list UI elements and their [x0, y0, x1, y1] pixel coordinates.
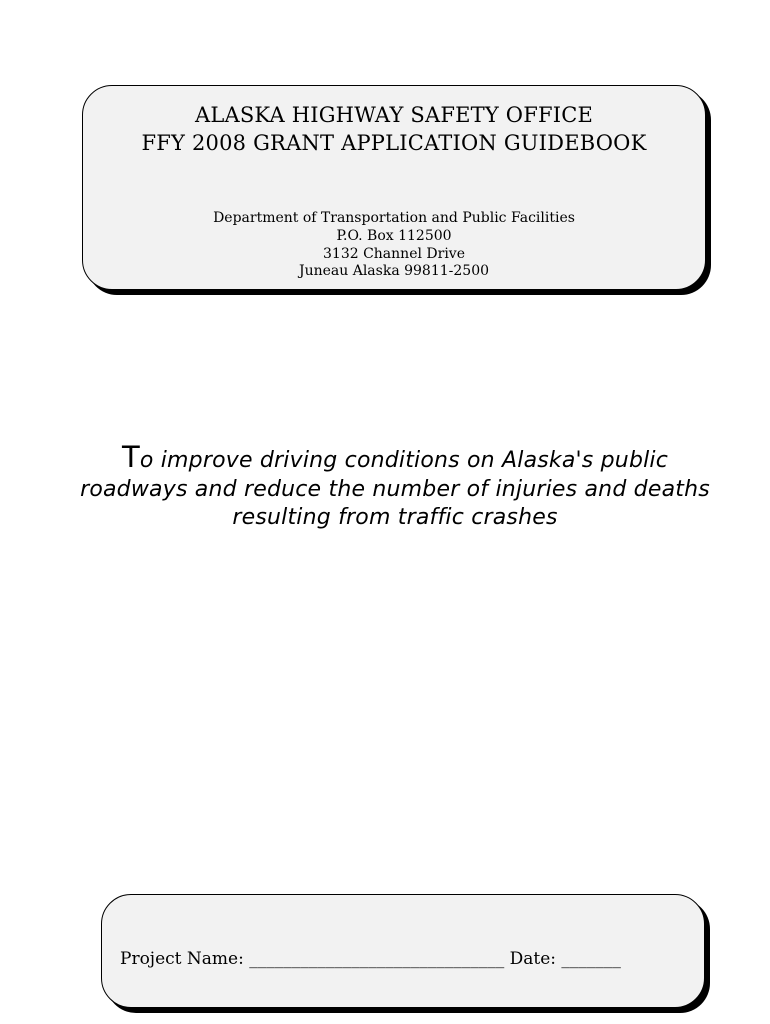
city-state-zip: Juneau Alaska 99811-2500 — [298, 263, 490, 279]
street-address: 3132 Channel Drive — [323, 246, 465, 262]
project-line — [120, 947, 621, 971]
guidebook-title: FFY 2008 GRANT APPLICATION GUIDEBOOK — [141, 131, 647, 155]
project-name-field[interactable]: ______________________________ — [249, 949, 505, 969]
date-field[interactable]: _______ — [561, 949, 621, 969]
project-name-label: Project Name: — [120, 949, 244, 969]
mission-text: o improve driving conditions on Alaska's public roadways and reduce the number of injuries and deaths resulting from traffic crashes — [80, 448, 710, 530]
footer-box — [101, 894, 705, 1008]
date-label: Date: — [509, 949, 557, 969]
header-box — [82, 85, 706, 290]
organization-title: ALASKA HIGHWAY SAFETY OFFICE — [194, 103, 594, 127]
mission-statement — [80, 440, 710, 533]
mission-first-letter: T — [121, 440, 140, 474]
po-box: P.O. Box 112500 — [336, 228, 452, 244]
department-name: Department of Transportation and Public Facilities — [213, 210, 575, 226]
